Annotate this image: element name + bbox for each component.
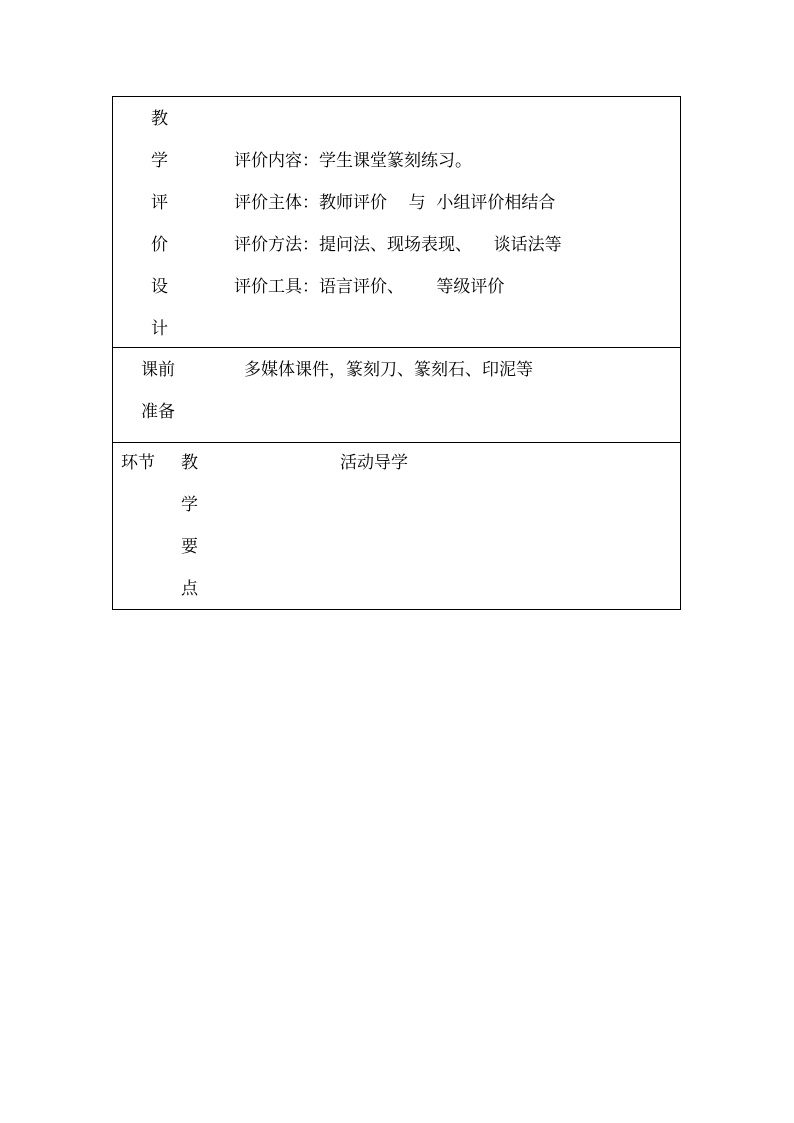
evaluation-subject-line: 评价主体：教师评价 与 小组评价相结合 bbox=[234, 193, 556, 213]
evaluation-label-char: 设 bbox=[151, 277, 168, 297]
teaching-points-char: 教 bbox=[181, 453, 198, 473]
activity-row bbox=[113, 443, 680, 609]
lesson-plan-table bbox=[112, 96, 681, 610]
evaluation-label-char: 计 bbox=[151, 319, 168, 339]
evaluation-label-char: 学 bbox=[151, 151, 168, 171]
evaluation-label-char: 教 bbox=[151, 109, 168, 129]
preparation-label: 课前 bbox=[141, 360, 175, 380]
teaching-points-char: 学 bbox=[181, 495, 198, 515]
evaluation-label-char: 价 bbox=[151, 235, 168, 255]
evaluation-method-line: 评价方法：提问法、现场表现、 谈话法等 bbox=[234, 235, 562, 255]
teaching-points-char: 要 bbox=[181, 537, 198, 557]
preparation-label: 准备 bbox=[141, 402, 175, 422]
evaluation-label-char: 评 bbox=[151, 193, 168, 213]
activity-header: 活动导学 bbox=[340, 453, 408, 473]
evaluation-tool-line: 评价工具：语言评价、 等级评价 bbox=[234, 277, 505, 297]
evaluation-design-row bbox=[113, 97, 680, 348]
evaluation-content-line: 评价内容：学生课堂篆刻练习。 bbox=[234, 151, 472, 171]
preparation-row bbox=[113, 348, 680, 443]
section-label: 环节 bbox=[121, 453, 155, 473]
preparation-content: 多媒体课件，篆刻刀、篆刻石、印泥等 bbox=[244, 360, 533, 380]
teaching-points-char: 点 bbox=[181, 579, 198, 599]
